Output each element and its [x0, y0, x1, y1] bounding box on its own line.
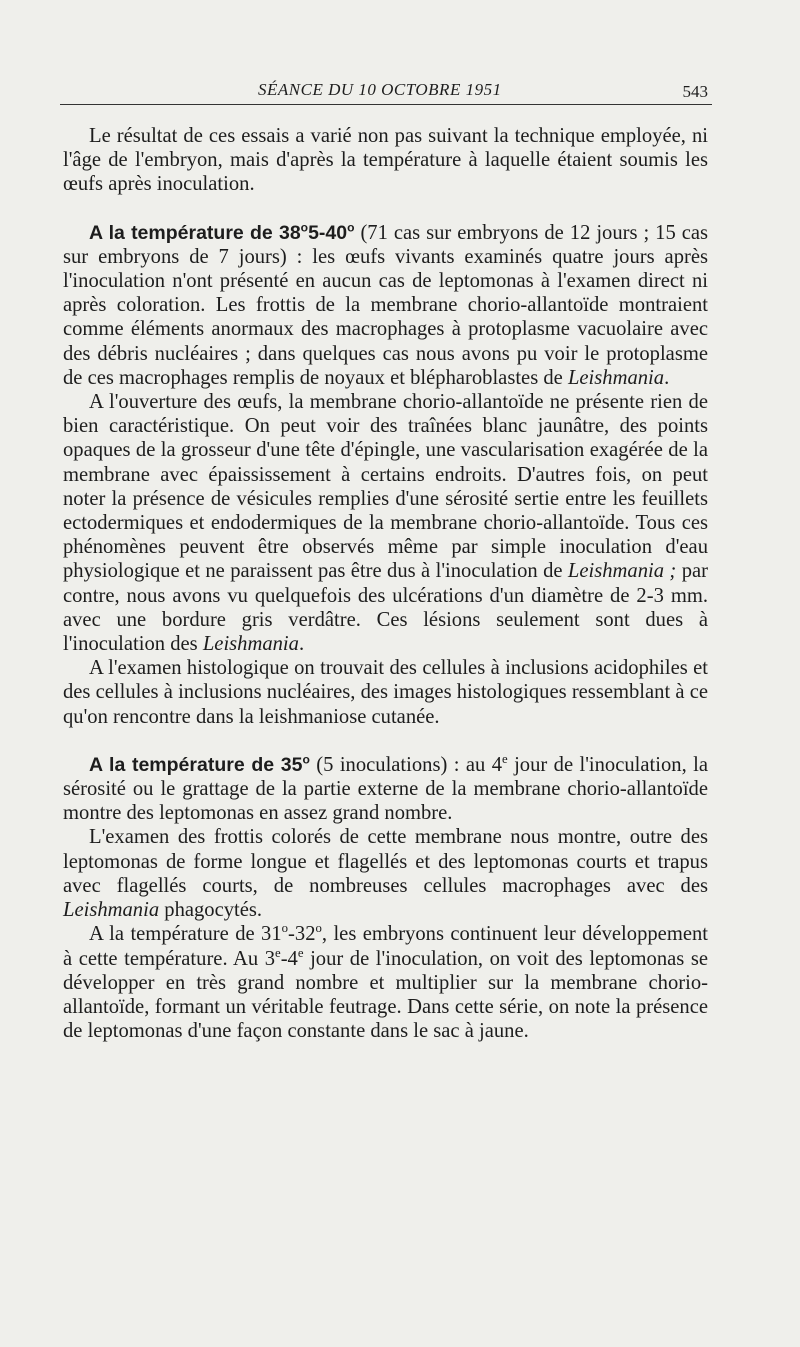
paragraph-text: jour de l'inoculation, on voit des leptomonas se développer en très grand nombre et multiplier sur la membrane chorio-allantoïde, formant un véritable feutrage. Dans cette série, on note la présence de leptomonas d'une façon constante dans le sac à jaune.	[63, 947, 708, 1043]
italic-term: Leishmania	[63, 899, 160, 922]
degree-sup: o	[315, 921, 322, 936]
paragraph-text: A l'ouverture des œufs, la membrane chorio-allantoïde ne présente rien de bien caractéristique. On peut voir des traînées blanc jaunâtre, des points opaques de la grosseur d'une tête d'épingle, une vascularisation exagérée de la membrane avec épaississement à certains endroits. D'autres fois, on peut noter la présence de vésicules remplies d'une sérosité sertie entre les feuillets ectodermiques et endodermiques de la membrane chorio-allantoïde. Tous ces phénomènes peuvent être observés même par simple inoculation d'eau physiologique et ne paraissent pas être dus à l'inoculation de	[63, 391, 708, 583]
page-header	[60, 76, 712, 106]
lead-text: A la température de 35	[89, 753, 303, 776]
lead-text: A la température de 38	[89, 221, 301, 244]
section-lead-38-40	[89, 222, 354, 244]
paragraph-frottis	[63, 825, 708, 922]
paragraph-text: A la température de 31	[89, 923, 282, 946]
paragraph-text: par contre, nous avons vu quelquefois des ulcérations d'un diamètre de 2-3 mm. avec une bordure gris verdâtre. Ces lésions seulement sont dues à l'inoculation des	[63, 560, 708, 656]
ordinal-sup: e	[502, 752, 508, 767]
paragraph-text: -4	[280, 947, 298, 970]
paragraph-text: phagocytés.	[159, 899, 263, 922]
section-lead-35	[89, 754, 310, 776]
degree-sup: o	[300, 220, 309, 235]
paragraph-38-40	[63, 221, 708, 390]
paragraph-intro-text: Le résultat de ces essais a varié non pas suivant la technique employée, ni l'âge de l'embryon, mais d'après la température à laquelle étaient soumis les œufs après inoculation.	[63, 125, 708, 196]
paragraph-ouverture	[63, 390, 708, 656]
body-text	[63, 124, 708, 1043]
ordinal-sup: e	[297, 945, 304, 960]
paragraph-text: .	[664, 366, 670, 389]
degree-sup: o	[302, 752, 310, 767]
paragraph-text: -32	[288, 923, 316, 946]
paragraph-text: jour de l'inoculation, la sérosité ou le grattage de la partie externe de la membrane chorio-allantoïde montre des leptomonas en assez grand nombre.	[63, 753, 708, 825]
paragraph-text: (71 cas sur embryons de 12 jours ; 15 cas sur embryons de 7 jours) : les œufs vivants examinés quatre jours après l'inoculation n'ont présenté en aucun cas de leptomonas à l'examen direct ni après coloration. Les frottis de la membrane chorio-allantoïde montraient comme éléments anormaux des macrophages à protoplasme vacuolaire avec des débris nucléaires ; dans quelques cas nous avons pu voir le protoplasme de ces macrophages remplis de noyaux et blépharoblastes de	[63, 221, 708, 389]
paragraph-31-32	[63, 922, 708, 1043]
paragraph-text: A l'examen histologique on trouvait des cellules à inclusions acidophiles et des cellules à inclusions nucléaires, des images histologiques ressemblant à ce qu'on rencontre dans la leishmaniose cutanée.	[63, 657, 708, 728]
italic-term: Leishmania	[202, 633, 299, 656]
paragraph-intro	[63, 124, 708, 197]
ordinal-sup: e	[275, 945, 281, 960]
paragraph-35	[63, 753, 708, 826]
paragraph-text: .	[298, 633, 305, 656]
lead-text: 5-40	[308, 221, 348, 244]
paragraph-text: (5 inoculations) : au 4	[309, 753, 502, 776]
header-rule	[60, 104, 712, 105]
degree-sup: o	[347, 220, 355, 235]
running-head: SÉANCE DU 10 OCTOBRE 1951	[258, 80, 502, 99]
italic-term: Leishmania ;	[567, 560, 677, 583]
paragraph-text: , les embryons continuent leur développement à cette température. Au 3	[63, 923, 708, 970]
paragraph-histologique	[63, 656, 708, 729]
paragraph-text: L'examen des frottis colorés de cette membrane nous montre, outre des leptomonas de forme longue et flagellés et des leptomonas courts et trapus avec flagellés courts, de nombreuses cellules macrophages avec des	[63, 826, 708, 897]
degree-sup: o	[281, 921, 289, 936]
page-number: 543	[682, 82, 708, 101]
italic-term: Leishmania	[567, 366, 665, 389]
